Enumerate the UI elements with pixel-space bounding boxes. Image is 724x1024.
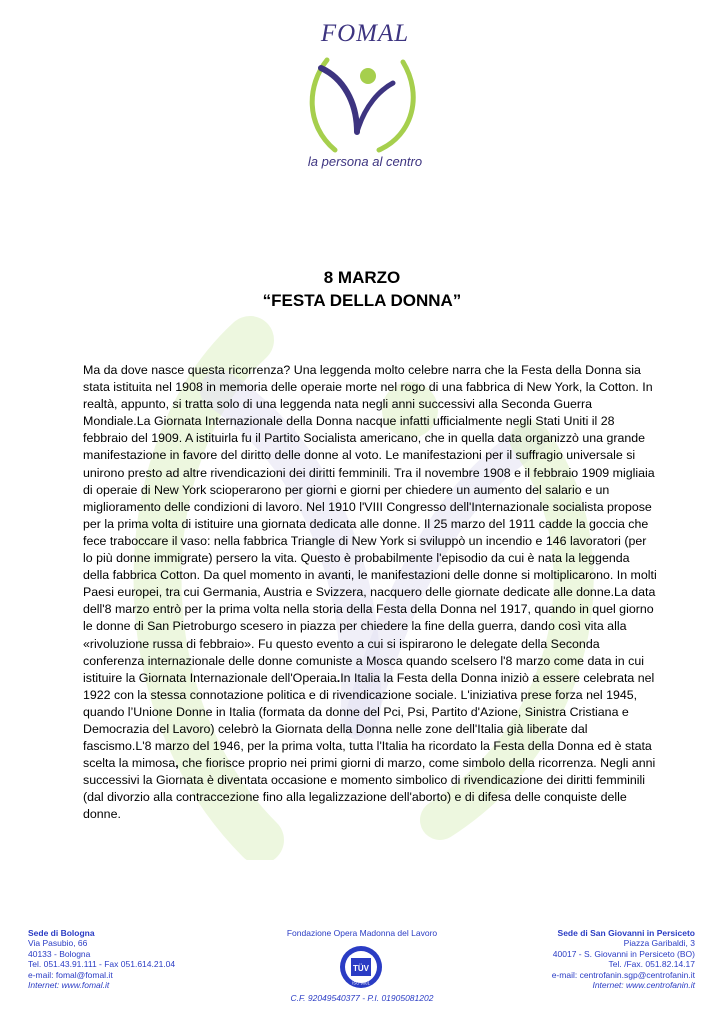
body-paragraph-part: che fiorisce proprio nei primi giorni di marzo, come simbolo della ricorrenza. Negli anni successivi la Giornata è diventata occasione e momento simbolico di rivendicazione dei diritti femminili (dal divorzio alla contraccezione fino alla legalizzazione dell'aborto) e di difesa delle conquiste delle donne. [83,756,656,822]
footer-bologna-phone: Tel. 051.43.91.111 - Fax 051.614.21.04 [28,959,176,970]
footer-bologna-city: 40133 - Bologna [28,948,91,959]
footer-persiceto [455,928,695,990]
logo-title: FOMAL [320,20,410,47]
footer-foundation-title: Fondazione Opera Madonna del Lavoro [286,928,438,938]
article-body [83,362,658,824]
footer-bologna [28,928,248,990]
body-paragraph-part: Ma da dove nasce questa ricorrenza? Una leggenda molto celebre narra che la Festa della Donna sia stata istituita nel 1908 in memoria delle operaie morte nel rogo di una fabbrica di New York, la Cotton. In realtà, appunto, si tratta solo di una leggenda nata negli anni successivi alla Seconda Guerra Mondiale.La Giornata Internazionale della Donna nacque infatti ufficialmente negli Stati Uniti il 28 febbraio del 1909. A istituirla fu il Partito Socialista americano, che in quella data organizzò una grande manifestazione in favore del diritto delle donne al voto. Le manifestazioni per il suffragio universale si unirono presto ad altre rivendicazioni dei diritti femminili. Tra il novembre 1908 e il febbraio 1909 migliaia di operaie di New York scioperarono per giorni e giorni per chiedere un aumento del salario e un miglioramento delle condizioni di lavoro. Nel 1910 l'VIII Congresso dell'Internazionale socialista propose per la prima volta di istituire una giornata dedicata alle donne. Il 25 marzo del 1911 cadde la goccia che fece traboccare il vaso: nella fabbrica Triangle di New York si sviluppò un incendio e 146 lavoratori (per lo più donne immigrate) persero la vita. Questo è probabilmente l'episodio da cui è nata la leggenda della fabbrica Cotton. Da quel momento in avanti, le manifestazioni delle donne si moltiplicarono. In molti Paesi europei, tra cui Germania, Austria e Svizzera, nacquero delle giornate dedicate alle donne.La data dell'8 marzo entrò per la prima volta nella storia della Festa della Donna nel 1917, quando in quel giorno le donne di San Pietroburgo scesero in piazza per chiedere la fine della guerra, dando così vita alla «rivoluzione russa di febbraio». Fu questo evento a cui si ispirarono le delegate della Seconda conferenza internazionale delle donne comuniste a Mosca quando scelsero l'8 marzo come data in cui istituire la Giornata Internazionale dell'Operaia [83,363,657,685]
title-date: 8 MARZO [323,268,401,287]
footer-persiceto-title: Sede di San Giovanni in Persiceto [557,928,695,938]
footer-persiceto-email[interactable]: e-mail: centrofanin.sgp@centrofanin.it [551,969,695,980]
footer-bologna-address: Via Pasubio, 66 [28,938,88,949]
body-paragraph-part: In Italia la Festa della Donna iniziò a essere celebrata nel 1922 con la stessa connotazione politica e di rivendicazione sociale. L'iniziativa prese forza nel 1945, quando l’Unione Donne in Italia (formata da donne del Pci, Psi, Partito d'Azione, Sinistra Cristiana e Democrazia del Lavoro) celebrò la Giornata della Donna nelle zone dell'Italia già liberate dal fascismo.L'8 marzo del 1946, per la prima volta, tutta l'Italia ha ricordato la Festa della Donna ed è stata scelta la mimosa [83,670,655,771]
footer-bologna-email[interactable]: e-mail: fomal@fomal.it [28,969,113,980]
footer-persiceto-phone: Tel. /Fax. 051.82.14.17 [608,959,695,970]
header-logo [290,10,440,175]
body-punctuation: . [336,670,341,685]
footer-persiceto-web[interactable]: Internet: www.centrofanin.it [592,980,695,991]
logo-tagline: la persona al centro [307,154,423,169]
body-punctuation: , [175,756,179,771]
footer-persiceto-city: 40017 - S. Giovanni in Persiceto (BO) [552,948,695,959]
tuv-badge-sub: ISO 9001 [352,980,370,986]
footer-foundation [240,928,484,1003]
footer [0,928,724,1018]
footer-fiscal-code: C.F. 92049540377 - P.I. 01905081202 [290,993,434,1003]
tuv-badge-text: TÜV [353,964,369,973]
logo-figure-icon [295,50,435,155]
footer-bologna-title: Sede di Bologna [28,928,95,938]
footer-bologna-web[interactable]: Internet: www.fomal.it [28,980,110,991]
tuv-certification-icon [338,944,384,990]
title-festa: “FESTA DELLA DONNA” [262,291,462,310]
footer-persiceto-address: Piazza Garibaldi, 3 [623,938,695,949]
